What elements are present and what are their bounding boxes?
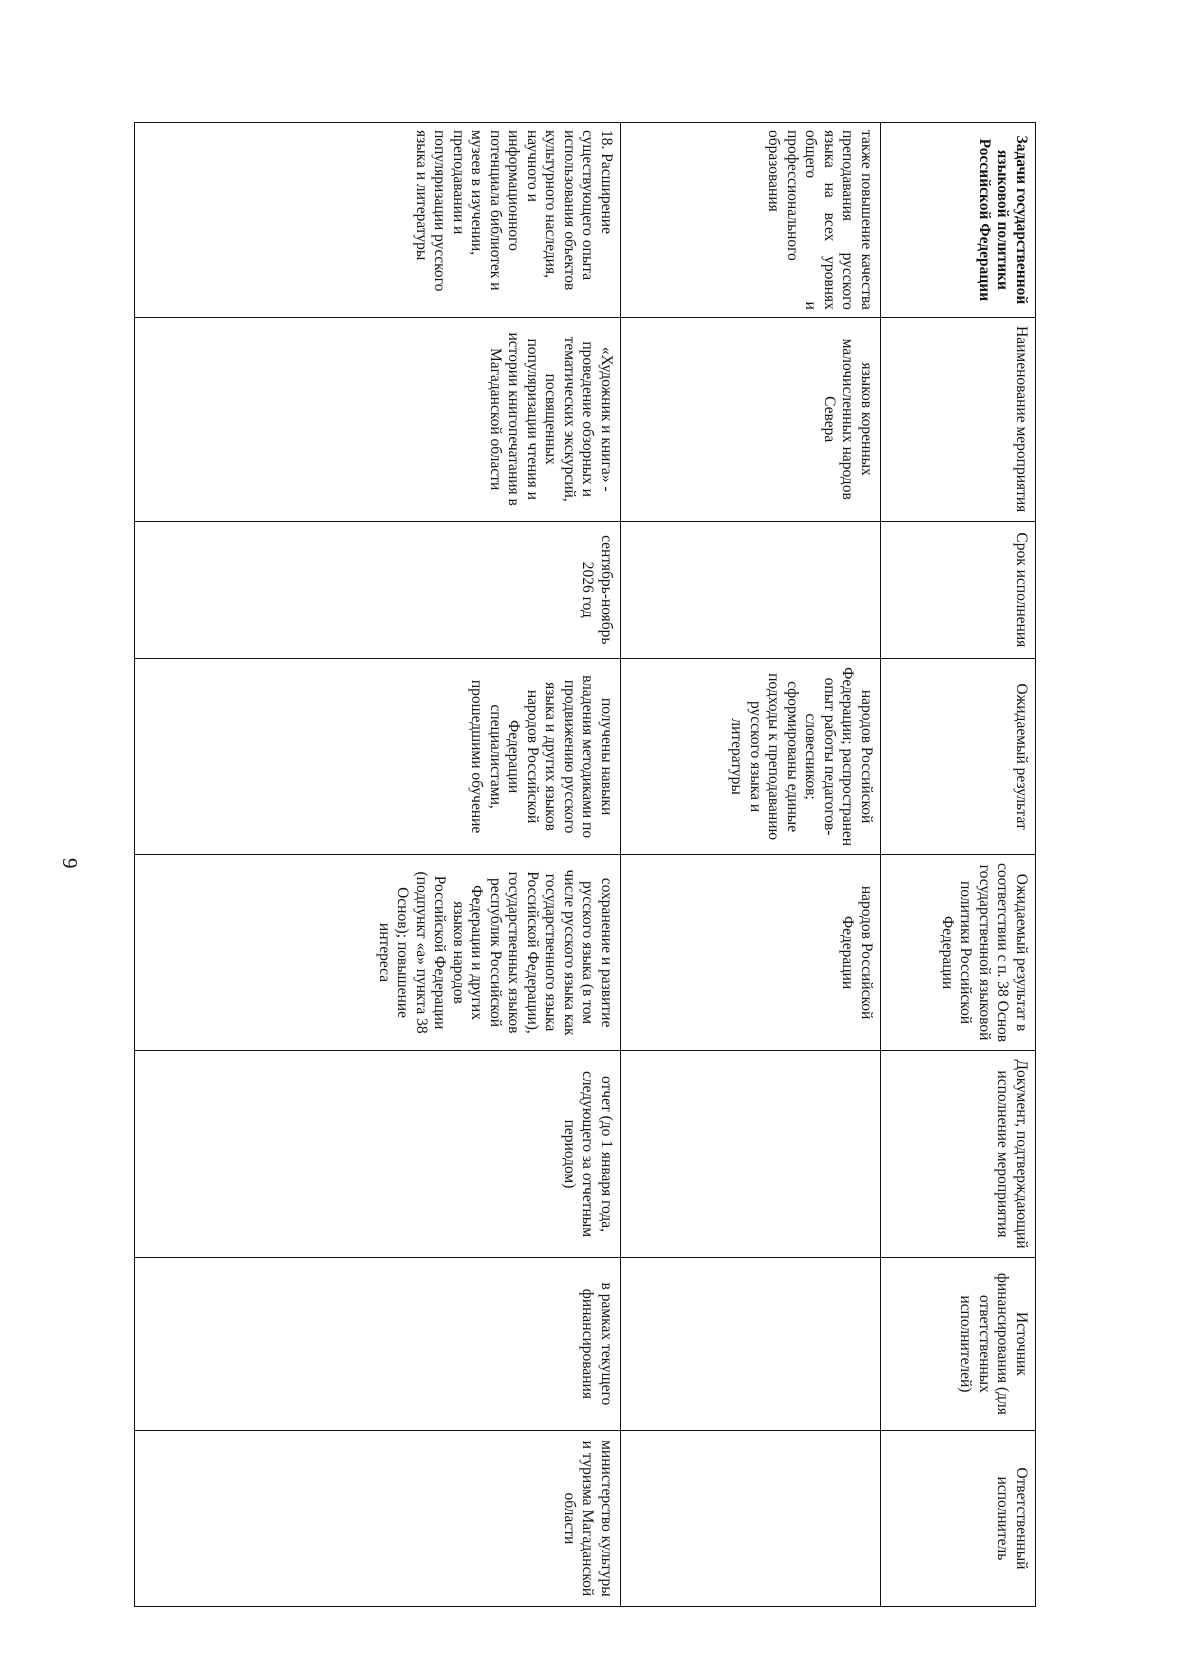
- header-deadline: Срок исполнения: [881, 521, 1036, 659]
- row2-document: отчет (до 1 января года, следующего за отчетным периодом): [135, 1051, 621, 1258]
- row1-name: языков коренных малочисленных народов Севера: [621, 317, 881, 521]
- table-row: [621, 123, 881, 1607]
- row2-responsible: министерство культуры и туризма Магаданской области: [135, 1430, 621, 1606]
- header-responsible: Ответственный исполнитель: [881, 1430, 1036, 1606]
- header-result: Ожидаемый результат: [881, 659, 1036, 855]
- header-name: Наименование мероприятия: [881, 317, 1036, 521]
- row1-document: [621, 1051, 881, 1258]
- header-result38: Ожидаемый результат в соответствии с п. 38 Основ государственной языковой политики Российской Федерации: [881, 855, 1036, 1051]
- row2-deadline: сентябрь-ноябрь 2026 год: [135, 521, 621, 659]
- rotated-page-content: [134, 122, 1036, 1607]
- row1-result38: народов Российской Федерации: [621, 855, 881, 1051]
- row1-result: народов Российской Федерации; распространен опыт работы педагогов-словесников; сформированы единые подходы к преподаванию русского языка и литературы: [621, 659, 881, 855]
- row2-result38: сохранение и развитие русского языка (в том числе русского языка как государственного языка Российской Федерации), государственных языков республик Российской Федерации и других языков народов Российской Федерации (подпункт «а» пункта 38 Основ); повышение интереса: [135, 855, 621, 1051]
- table-row: [135, 123, 621, 1607]
- row1-responsible: [621, 1430, 881, 1606]
- row1-funding: [621, 1257, 881, 1430]
- row2-funding: в рамках текущего финансирования: [135, 1257, 621, 1430]
- row2-result: получены навыки владения методиками по продвижению русского языка и других языков народов Российской Федерации специалистами, прошедшими обучение: [135, 659, 621, 855]
- action-plan-table: [134, 122, 1036, 1607]
- row2-name: «Художник и книга» - проведение обзорных и тематических экскурсий, посвященных популяризации чтения и истории книгопечатания в Магаданской области: [135, 317, 621, 521]
- row1-deadline: [621, 521, 881, 659]
- header-funding: Источник финансирования (для ответственных исполнителей): [881, 1257, 1036, 1430]
- page-number: 9: [58, 858, 82, 869]
- row2-tasks: 18. Расширение существующего опыта использования объектов культурного наследия, научного и информационного потенциала библиотек и музеев в изучении, преподавании и популяризации русского языка и литературы: [135, 123, 621, 318]
- header-tasks: Задачи государственной языковой политики Российской Федерации: [881, 123, 1036, 318]
- row1-tasks: также повышение качества преподавания русского языка на всех уровнях общего и профессионального образования: [621, 123, 881, 318]
- header-row: [881, 123, 1036, 1607]
- header-document: Документ, подтверждающий исполнение мероприятия: [881, 1051, 1036, 1258]
